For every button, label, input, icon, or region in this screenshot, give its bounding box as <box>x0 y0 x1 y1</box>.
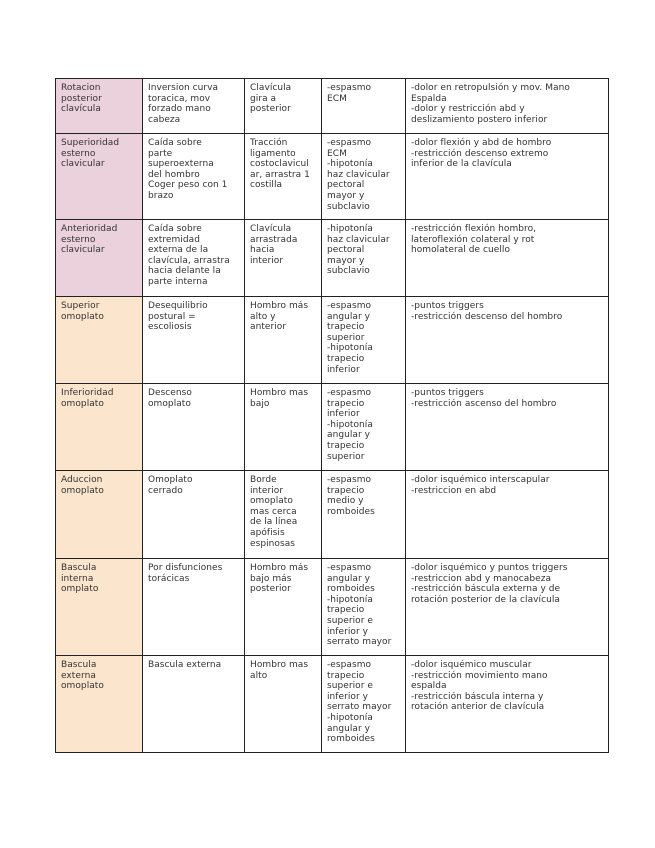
muscles-cell: -espasmo angular y trapecio superior -hipotonía trapecio inferior <box>322 297 406 384</box>
description-cell: Hombro mas bajo <box>245 384 322 471</box>
row-title-cell: Aduccion omoplato <box>56 471 143 559</box>
description-cell: Hombro más alto y anterior <box>245 297 322 384</box>
cause-cell: Omoplato cerrado <box>143 471 245 559</box>
row-title-cell: Anterioridad esterno clavicular <box>56 220 143 297</box>
cause-cell: Por disfunciones torácicas <box>143 559 245 656</box>
muscles-cell: -espasmo angular y romboides -hipotonía trapecio superior e inferior y serrato mayor <box>322 559 406 656</box>
description-cell: Hombro más bajo más posterior <box>245 559 322 656</box>
table-row <box>56 559 609 656</box>
description-cell: Clavícula arrastrada hacia interior <box>245 220 322 297</box>
row-title-cell: Superioridad esterno clavicular <box>56 134 143 220</box>
table-row <box>56 384 609 471</box>
symptoms-cell: -puntos triggers -restricción ascenso del hombro <box>406 384 609 471</box>
row-title-cell: Bascula interna omplato <box>56 559 143 656</box>
description-cell: Hombro mas alto <box>245 656 322 753</box>
muscles-cell: -espasmo trapecio medio y romboides <box>322 471 406 559</box>
table-row <box>56 656 609 753</box>
description-cell: Clavícula gira a posterior <box>245 79 322 134</box>
clinical-table <box>55 78 609 753</box>
symptoms-cell: -dolor isquémico interscapular -restriccion en abd <box>406 471 609 559</box>
cause-cell: Inversion curva toracica, mov forzado mano cabeza <box>143 79 245 134</box>
cause-cell: Bascula externa <box>143 656 245 753</box>
muscles-cell: -espasmo trapecio superior e inferior y serrato mayor -hipotonía angular y romboides <box>322 656 406 753</box>
symptoms-cell: -restricción flexión hombro, lateroflexión colateral y rot homolateral de cuello <box>406 220 609 297</box>
symptoms-cell: -dolor flexión y abd de hombro -restricción descenso extremo inferior de la clavícula <box>406 134 609 220</box>
table-row <box>56 79 609 134</box>
table-row <box>56 220 609 297</box>
row-title-cell: Inferioridad omoplato <box>56 384 143 471</box>
row-title-cell: Bascula externa omoplato <box>56 656 143 753</box>
row-title-cell: Rotacion posterior clavícula <box>56 79 143 134</box>
table-row <box>56 297 609 384</box>
cause-cell: Descenso omoplato <box>143 384 245 471</box>
description-cell: Tracción ligamento costoclavicul ar, arrastra 1 costilla <box>245 134 322 220</box>
muscles-cell: -espasmo trapecio inferior -hipotonía angular y trapecio superior <box>322 384 406 471</box>
table-row <box>56 471 609 559</box>
cause-cell: Caída sobre extremidad externa de la clavícula, arrastra hacia delante la parte interna <box>143 220 245 297</box>
muscles-cell: -hipotonía haz clavicular pectoral mayor y subclavio <box>322 220 406 297</box>
symptoms-cell: -dolor en retropulsión y mov. Mano Espalda -dolor y restricción abd y deslizamiento postero inferior <box>406 79 609 134</box>
symptoms-cell: -dolor isquémico y puntos triggers -restriccion abd y manocabeza -restricción báscula externa y de rotación posterior de la clavícula <box>406 559 609 656</box>
description-cell: Borde interior omoplato mas cerca de la línea apófisis espinosas <box>245 471 322 559</box>
muscles-cell: -espasmo ECM <box>322 79 406 134</box>
cause-cell: Desequilibrio postural = escoliosis <box>143 297 245 384</box>
symptoms-cell: -dolor isquémico muscular -restricción movimiento mano espalda -restricción báscula interna y rotación anterior de clavícula <box>406 656 609 753</box>
muscles-cell: -espasmo ECM -hipotonía haz clavicular pectoral mayor y subclavio <box>322 134 406 220</box>
symptoms-cell: -puntos triggers -restricción descenso del hombro <box>406 297 609 384</box>
row-title-cell: Superior omoplato <box>56 297 143 384</box>
table-row <box>56 134 609 220</box>
cause-cell: Caída sobre parte superoexterna del hombro Coger peso con 1 brazo <box>143 134 245 220</box>
